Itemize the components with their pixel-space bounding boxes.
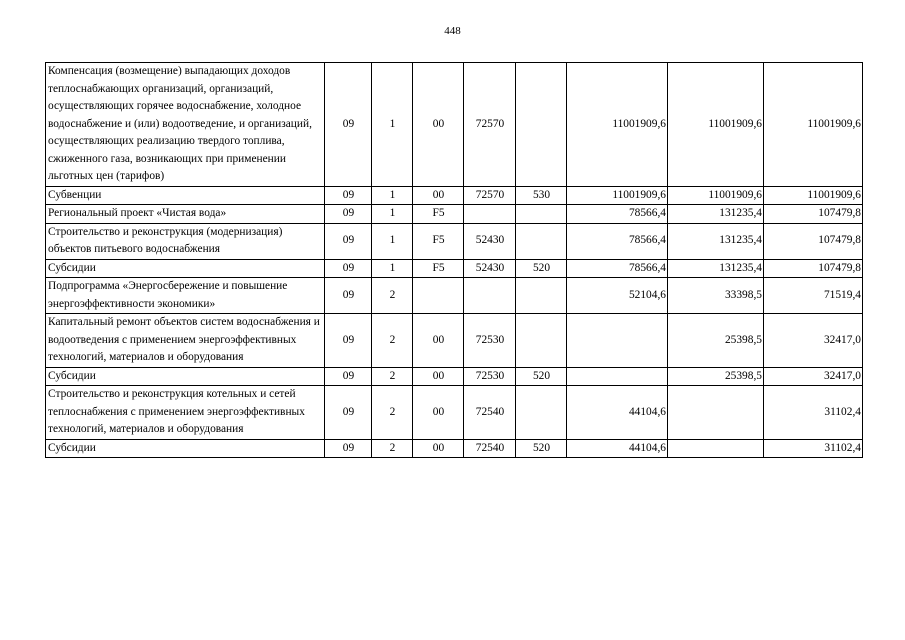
- expense-type-code: 530: [516, 186, 567, 205]
- direction-code: 52430: [464, 223, 516, 259]
- table-row: [46, 186, 863, 205]
- table-row: [46, 63, 863, 187]
- expense-type-code: [516, 63, 567, 187]
- subsection-code: 2: [372, 367, 413, 386]
- expense-type-code: [516, 278, 567, 314]
- table-row: [46, 386, 863, 440]
- amount-year-2: 25398,5: [668, 367, 764, 386]
- row-name: Субсидии: [46, 367, 325, 386]
- expense-type-code: [516, 386, 567, 440]
- table-row: [46, 314, 863, 368]
- row-name: Субвенции: [46, 186, 325, 205]
- subsection-code: 1: [372, 63, 413, 187]
- section-code: 09: [325, 259, 372, 278]
- amount-year-2: 131235,4: [668, 223, 764, 259]
- direction-code: 52430: [464, 259, 516, 278]
- row-name: Капитальный ремонт объектов систем водоснабжения и водоотведения с применением энергоэффективных технологий, материалов и оборудования: [46, 314, 325, 368]
- amount-year-2: [668, 439, 764, 458]
- program-code: F5: [413, 259, 464, 278]
- direction-code: 72570: [464, 186, 516, 205]
- amount-year-2: 11001909,6: [668, 186, 764, 205]
- direction-code: 72530: [464, 367, 516, 386]
- amount-year-1: 44104,6: [567, 386, 668, 440]
- table-row: [46, 278, 863, 314]
- direction-code: [464, 278, 516, 314]
- section-code: 09: [325, 278, 372, 314]
- amount-year-3: 31102,4: [764, 386, 863, 440]
- program-code: 00: [413, 186, 464, 205]
- expense-type-code: [516, 223, 567, 259]
- expense-type-code: 520: [516, 439, 567, 458]
- amount-year-3: 11001909,6: [764, 186, 863, 205]
- program-code: 00: [413, 439, 464, 458]
- amount-year-2: 11001909,6: [668, 63, 764, 187]
- direction-code: [464, 205, 516, 224]
- subsection-code: 1: [372, 223, 413, 259]
- amount-year-3: 31102,4: [764, 439, 863, 458]
- expense-type-code: [516, 314, 567, 368]
- program-code: F5: [413, 223, 464, 259]
- table-row: [46, 259, 863, 278]
- direction-code: 72570: [464, 63, 516, 187]
- direction-code: 72530: [464, 314, 516, 368]
- amount-year-2: 131235,4: [668, 259, 764, 278]
- section-code: 09: [325, 439, 372, 458]
- subsection-code: 2: [372, 439, 413, 458]
- subsection-code: 2: [372, 278, 413, 314]
- amount-year-3: 71519,4: [764, 278, 863, 314]
- amount-year-3: 107479,8: [764, 223, 863, 259]
- row-name: Строительство и реконструкция котельных и сетей теплоснабжения с применением энергоэффективных технологий, материалов и оборудования: [46, 386, 325, 440]
- amount-year-2: 33398,5: [668, 278, 764, 314]
- program-code: F5: [413, 205, 464, 224]
- amount-year-2: 25398,5: [668, 314, 764, 368]
- row-name: Региональный проект «Чистая вода»: [46, 205, 325, 224]
- direction-code: 72540: [464, 439, 516, 458]
- amount-year-1: 11001909,6: [567, 63, 668, 187]
- table-row: [46, 367, 863, 386]
- amount-year-3: 107479,8: [764, 259, 863, 278]
- amount-year-1: 78566,4: [567, 259, 668, 278]
- amount-year-2: [668, 386, 764, 440]
- row-name: Подпрограмма «Энергосбережение и повышение энергоэффективности экономики»: [46, 278, 325, 314]
- amount-year-1: [567, 314, 668, 368]
- expense-type-code: 520: [516, 367, 567, 386]
- budget-table: [45, 62, 863, 458]
- section-code: 09: [325, 223, 372, 259]
- row-name: Компенсация (возмещение) выпадающих доходов теплоснабжающих организаций, организаций, осуществляющих горячее водоснабжение, холодное водоснабжение и (или) водоотведение, и организаций, осуществляющих реализацию твердого топлива, сжиженного газа, возникающих при применении льготных цен (тарифов): [46, 63, 325, 187]
- program-code: 00: [413, 386, 464, 440]
- amount-year-1: 11001909,6: [567, 186, 668, 205]
- program-code: 00: [413, 314, 464, 368]
- section-code: 09: [325, 63, 372, 187]
- subsection-code: 1: [372, 186, 413, 205]
- program-code: 00: [413, 63, 464, 187]
- subsection-code: 2: [372, 386, 413, 440]
- row-name: Субсидии: [46, 259, 325, 278]
- page-number: 448: [444, 25, 461, 37]
- section-code: 09: [325, 314, 372, 368]
- row-name: Строительство и реконструкция (модернизация) объектов питьевого водоснабжения: [46, 223, 325, 259]
- amount-year-1: 44104,6: [567, 439, 668, 458]
- section-code: 09: [325, 386, 372, 440]
- program-code: [413, 278, 464, 314]
- section-code: 09: [325, 186, 372, 205]
- row-name: Субсидии: [46, 439, 325, 458]
- amount-year-1: [567, 367, 668, 386]
- subsection-code: 1: [372, 259, 413, 278]
- table-row: [46, 223, 863, 259]
- table-row: [46, 439, 863, 458]
- amount-year-3: 107479,8: [764, 205, 863, 224]
- amount-year-3: 11001909,6: [764, 63, 863, 187]
- subsection-code: 1: [372, 205, 413, 224]
- amount-year-3: 32417,0: [764, 367, 863, 386]
- section-code: 09: [325, 205, 372, 224]
- expense-type-code: 520: [516, 259, 567, 278]
- section-code: 09: [325, 367, 372, 386]
- program-code: 00: [413, 367, 464, 386]
- amount-year-1: 78566,4: [567, 205, 668, 224]
- direction-code: 72540: [464, 386, 516, 440]
- table-row: [46, 205, 863, 224]
- amount-year-1: 78566,4: [567, 223, 668, 259]
- subsection-code: 2: [372, 314, 413, 368]
- amount-year-3: 32417,0: [764, 314, 863, 368]
- expense-type-code: [516, 205, 567, 224]
- amount-year-2: 131235,4: [668, 205, 764, 224]
- amount-year-1: 52104,6: [567, 278, 668, 314]
